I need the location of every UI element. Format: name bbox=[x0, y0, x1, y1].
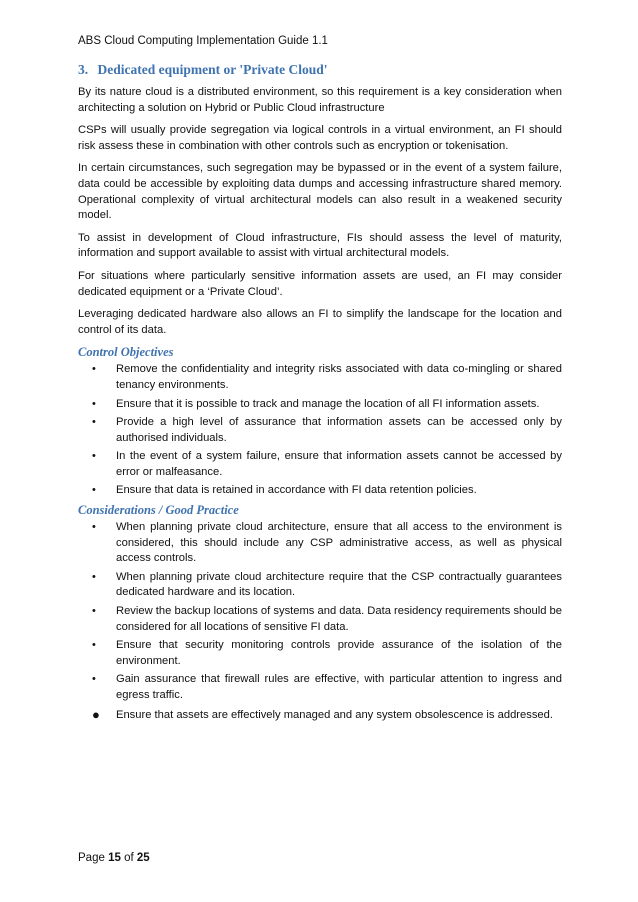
list-item bbox=[78, 708, 562, 724]
control-objectives-list bbox=[78, 362, 562, 499]
list-item bbox=[78, 362, 562, 393]
list-item bbox=[78, 570, 562, 601]
bullet-icon: ● bbox=[92, 706, 100, 722]
bullet-icon: • bbox=[92, 605, 96, 618]
list-item-text: Review the backup locations of systems and data. Data residency requirements should be considered for all locations of sensitive FI data. bbox=[116, 605, 562, 633]
paragraph: CSPs will usually provide segregation via logical controls in a virtual environment, an FI should risk assess these in combination with other controls such as encryption or tokenisation. bbox=[78, 124, 562, 152]
good-practice-heading: Considerations / Good Practice bbox=[78, 503, 239, 518]
page-content bbox=[78, 62, 562, 727]
bullet-icon: • bbox=[92, 570, 96, 583]
section-heading bbox=[78, 62, 562, 78]
list-item bbox=[78, 449, 562, 480]
list-item bbox=[78, 397, 562, 413]
document-header: ABS Cloud Computing Implementation Guide 1.1 bbox=[78, 35, 328, 47]
paragraph: Leveraging dedicated hardware also allows an FI to simplify the landscape for the location and control of its data. bbox=[78, 308, 562, 336]
bullet-icon: • bbox=[92, 484, 96, 497]
list-item bbox=[78, 638, 562, 669]
list-item-text: Ensure that security monitoring controls provide assurance of the isolation of the environment. bbox=[116, 639, 562, 667]
paragraph: For situations where particularly sensitive information assets are used, an FI may consider dedicated equipment or a ‘Private Cloud’. bbox=[78, 269, 562, 298]
control-objectives-heading: Control Objectives bbox=[78, 345, 174, 360]
list-item bbox=[78, 672, 562, 703]
good-practice-list bbox=[78, 520, 562, 723]
bullet-icon: • bbox=[92, 416, 96, 429]
page-number: 15 bbox=[108, 852, 121, 864]
bullet-icon: • bbox=[92, 450, 96, 463]
list-item bbox=[78, 415, 562, 446]
bullet-icon: • bbox=[92, 363, 96, 376]
list-item-text: Ensure that assets are effectively managed and any system obsolescence is addressed. bbox=[116, 708, 553, 721]
paragraph: In certain circumstances, such segregation may be bypassed or in the event of a system failure, data could be accessible by exploiting data dumps and accessing infrastructure shared memory. Operational complexity of virtual architectural models can also result in a weakened security model. bbox=[78, 162, 562, 222]
section-number: 3. bbox=[78, 62, 89, 77]
bullet-icon: • bbox=[92, 397, 96, 410]
list-item-text: When planning private cloud architecture require that the CSP contractually guarantees dedicated hardware and its location. bbox=[116, 570, 562, 599]
list-item-text: Ensure that it is possible to track and manage the location of all FI information assets. bbox=[116, 397, 540, 410]
list-item-text: In the event of a system failure, ensure that information assets cannot be accessed by error or malfeasance. bbox=[116, 450, 562, 478]
section-title: Dedicated equipment or 'Private Cloud' bbox=[97, 62, 328, 77]
bullet-icon: • bbox=[92, 639, 96, 652]
paragraph: To assist in development of Cloud infrastructure, FIs should assess the level of maturity, information and support available to assist with virtual architectural models. bbox=[78, 231, 562, 260]
list-item bbox=[78, 483, 562, 499]
page-footer bbox=[78, 852, 150, 864]
list-item-text: Ensure that data is retained in accordance with FI data retention policies. bbox=[116, 484, 477, 497]
bullet-icon: • bbox=[92, 521, 96, 534]
paragraph: By its nature cloud is a distributed environment, so this requirement is a key consideration when architecting a solution on Hybrid or Public Cloud infrastructure bbox=[78, 86, 562, 114]
total-pages: 25 bbox=[136, 852, 150, 864]
bullet-icon: • bbox=[92, 673, 96, 686]
list-item-text: Gain assurance that firewall rules are effective, with particular attention to ingress and egress traffic. bbox=[116, 673, 562, 701]
list-item bbox=[78, 604, 562, 635]
list-item bbox=[78, 520, 562, 567]
of-label: of bbox=[124, 852, 134, 864]
page-label: Page bbox=[78, 852, 105, 864]
list-item-text: Remove the confidentiality and integrity risks associated with data co-mingling or shared tenancy environments. bbox=[116, 363, 562, 391]
list-item-text: When planning private cloud architecture, ensure that all access to the environment is considered, this should include any CSP administrative access, as well as physical access controls. bbox=[116, 521, 562, 565]
list-item-text: Provide a high level of assurance that information assets can be accessed only by authorised individuals. bbox=[116, 416, 562, 444]
